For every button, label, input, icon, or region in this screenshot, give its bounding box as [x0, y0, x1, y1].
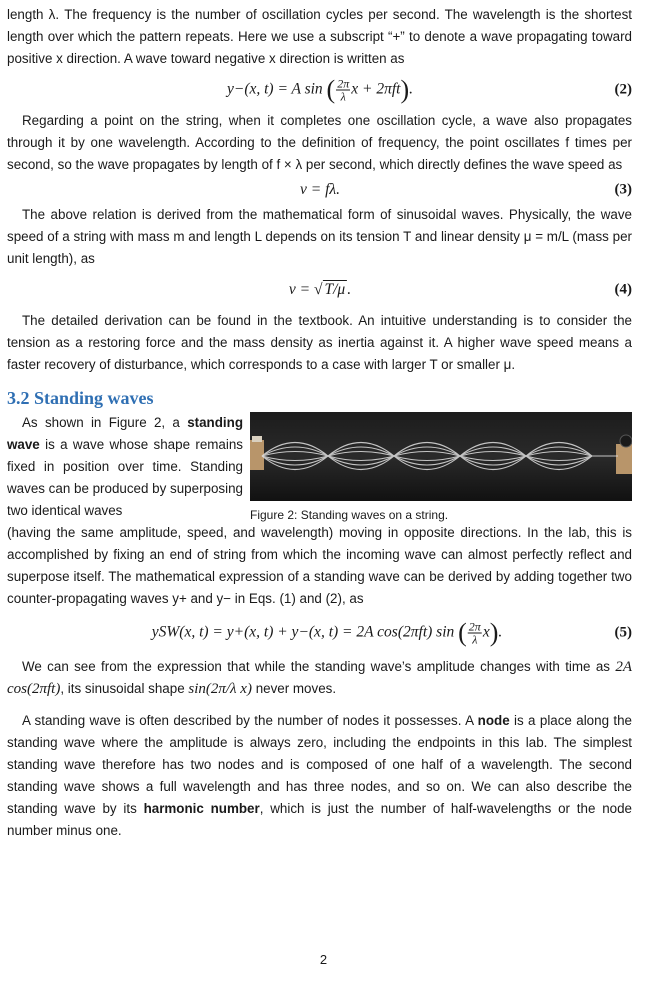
equation-2-lhs: y−(x, t) = A sin — [226, 80, 323, 98]
page-number: 2 — [319, 952, 328, 967]
paragraph-wave-speed: Regarding a point on the string, when it completes one oscillation cycle, a wave also propagates through it by one wavelength. According to the definition of frequency, the point oscillates f times per second, so the wave propagates by length of f × λ per second, which directly defines the wave speed as — [7, 113, 632, 172]
equation-2-fraction: $\frac{2\pi}{\lambda}$ — [337, 76, 350, 104]
standing-wave-photo — [250, 412, 632, 501]
equation-3-number: (3) — [614, 181, 632, 198]
equation-5-lhs: ySW(x, t) = y+(x, t) + y−(x, t) = 2A cos(2πft) sin — [151, 623, 455, 641]
term-standing-wave: standing wave — [7, 415, 243, 452]
paragraph-amplitude: We can see from the expression that while the standing wave’s amplitude changes with time as 2A cos(2πft), its sinusoidal shape sin(2π/λ x) never moves. — [7, 659, 632, 697]
paragraph-tension: The above relation is derived from the mathematical form of sinusoidal waves. Physically, the wave speed of a string with mass m and length L depends on its tension T and linear density μ = m/L (mass per unit length), as — [7, 207, 632, 266]
equation-3 — [7, 176, 632, 204]
equation-5-fraction: $\frac{2\pi}{\lambda}$ — [468, 619, 481, 647]
paragraph-standing-wave-intro: As shown in Figure 2, a standing wave is a wave whose shape remains fixed in position over time. Standing waves can be produced by superposing two identical waves — [7, 415, 243, 518]
paragraph-derivation: The detailed derivation can be found in the textbook. An intuitive understanding is to consider the tension as a restoring force and the mass density as inertia against it. A higher wave speed means a faster recovery of disturbance, which corresponds to a case with larger T or smaller μ. — [7, 313, 632, 372]
section-heading-standing-waves: 3.2 Standing waves — [7, 388, 154, 408]
math-shape: sin(2π/λ x) — [188, 681, 252, 697]
figure-2 — [250, 412, 632, 522]
term-harmonic-number: harmonic number — [143, 801, 260, 816]
math-amplitude: 2A cos(2πft) — [7, 659, 632, 697]
figure-caption: Figure 2: Standing waves on a string. — [250, 508, 449, 522]
paragraph-wavelength: length λ. The frequency is the number of oscillation cycles per second. The wavelength is the shortest length over which the pattern repeats. Here we use a subscript “+” to denote a wave propagating toward positive x direction. A wave toward negative x direction is written as — [7, 7, 632, 66]
equation-2-rest: x + 2πft — [351, 80, 401, 98]
square-root: √ T/μ — [313, 281, 346, 298]
page-content — [7, 4, 632, 842]
equation-4-number: (4) — [614, 281, 632, 298]
equation-2: y−(x, t) = A sin ( $\frac{2\pi}{\lambda}$ x + 2πft). (2) — [226, 75, 632, 104]
equation-5: ySW(x, t) = y+(x, t) + y−(x, t) = 2A cos(2πft) sin ( $\frac{2\pi}{\lambda}$ x). (5) — [151, 618, 632, 647]
equation-5-number: (5) — [614, 624, 632, 641]
paragraph-nodes: A standing wave is often described by the number of nodes it possesses. A node is a place along the standing wave where the amplitude is always zero, including the endpoints in this lab. The simplest standing wave therefore has two nodes and is composed of one half of a wavelength. The second standing wave shows a full wavelength and has three nodes, and so on. We can also describe the standing wave by its harmonic number, which is just the number of half-wavelengths or the node number minus one. — [7, 713, 632, 838]
equation-2-number: (2) — [614, 81, 632, 98]
equation-3-expr: v = fλ. — [300, 181, 340, 198]
figure-wrap-block — [7, 412, 632, 522]
term-node: node — [477, 713, 510, 728]
equation-4: v = √ T/μ . (4) — [288, 281, 632, 298]
paragraph-superposition: (having the same amplitude, speed, and wavelength) moving in opposite directions. In the lab, this is accomplished by fixing an end of string from which the incoming wave can almost perfectly reflect and superpose itself. The mathematical expression of a standing wave can be derived by adding together two counter-propagating waves y+ and y− in Eqs. (1) and (2), as — [7, 525, 632, 606]
